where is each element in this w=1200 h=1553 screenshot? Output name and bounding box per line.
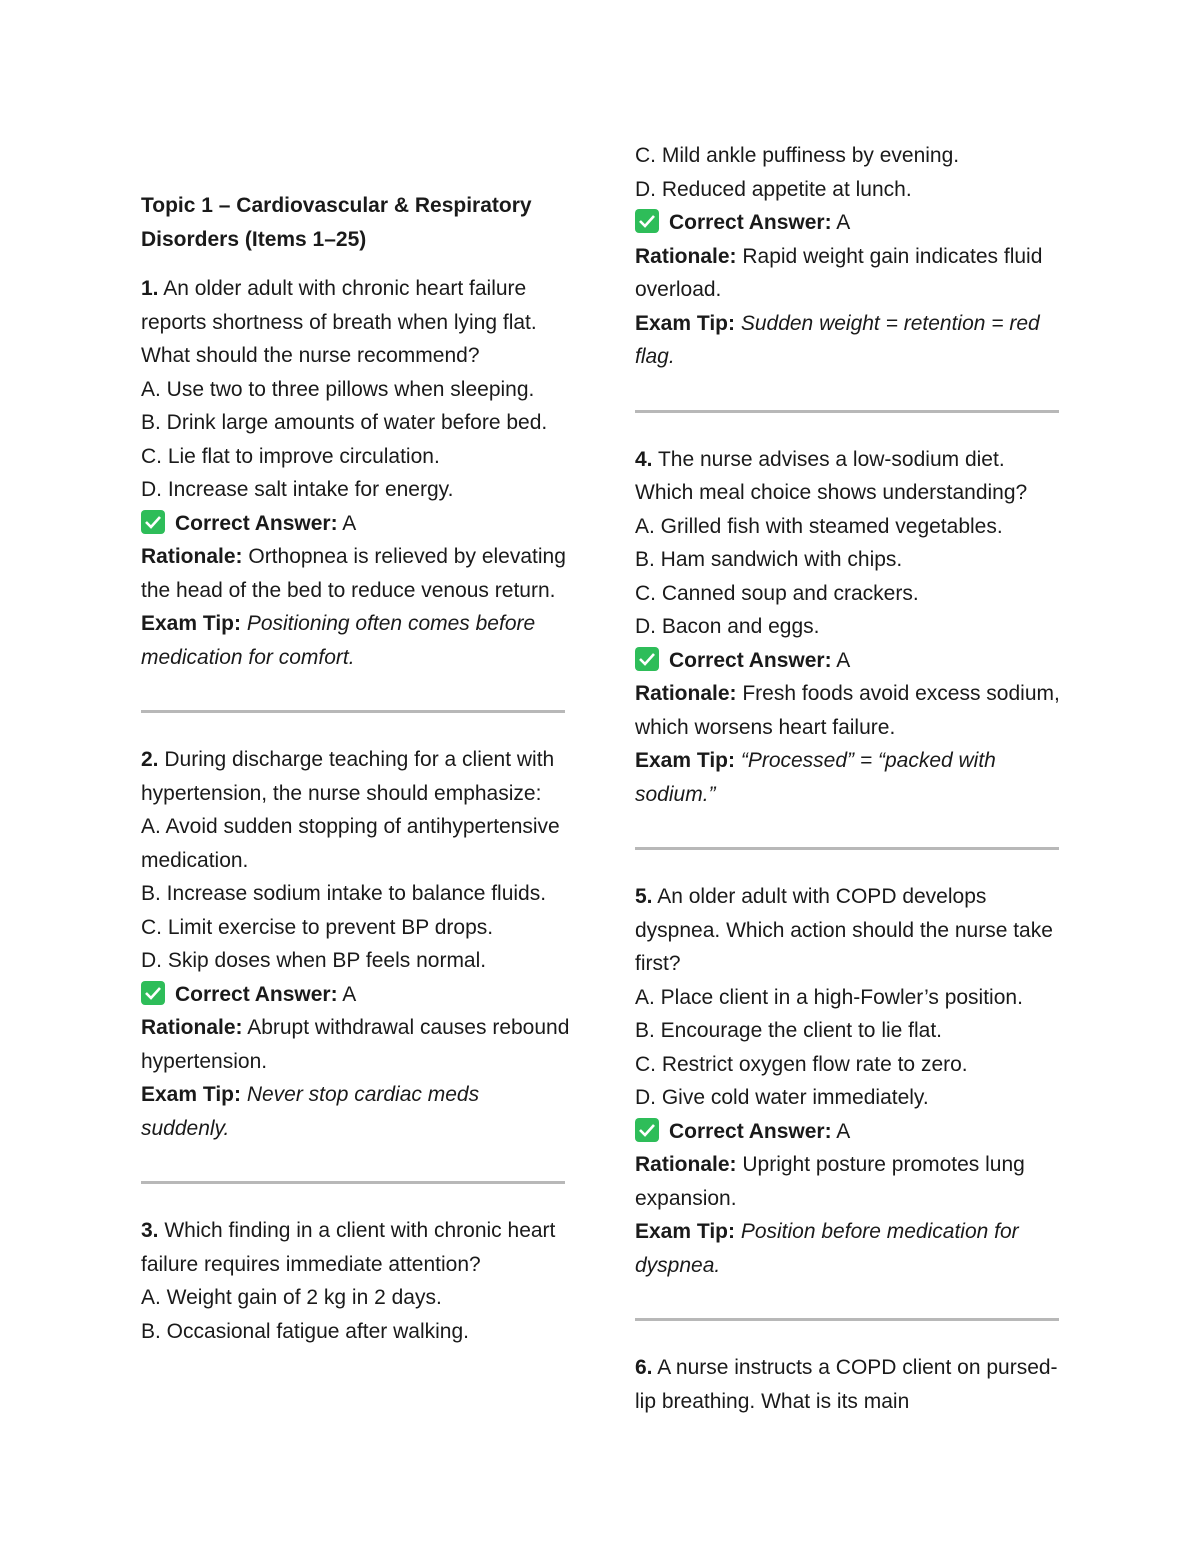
rationale-label: Rationale: (635, 1153, 737, 1176)
correct-answer (141, 507, 571, 541)
question-stem: The nurse advises a low-sodium diet. Which meal choice shows understanding? (635, 447, 1028, 504)
divider (141, 710, 565, 713)
divider (635, 1318, 1059, 1321)
question-number: 2. (141, 748, 159, 771)
exam-tip-text: Never stop cardiac meds suddenly. (141, 1083, 480, 1140)
correct-answer-value: A (836, 648, 851, 672)
rationale-text: Rapid weight gain indicates fluid overload. (635, 244, 1043, 301)
correct-answer-label: Correct Answer: (175, 511, 338, 535)
rationale-text: Orthopnea is relieved by elevating the head of the bed to reduce venous return. (141, 545, 566, 602)
check-icon (635, 647, 659, 671)
option-d: D. Increase salt intake for energy. (141, 478, 454, 501)
option-d: D. Skip doses when BP feels normal. (141, 949, 487, 972)
divider (635, 410, 1059, 413)
exam-tip (141, 1078, 571, 1145)
exam-tip-text: Positioning often comes before medication for comfort. (141, 612, 536, 669)
check-icon (635, 209, 659, 233)
rationale-label: Rationale: (635, 682, 737, 705)
option-a: A. Use two to three pillows when sleeping. (141, 377, 535, 401)
exam-tip-text: “Processed” = “packed with sodium.” (635, 749, 996, 806)
option-b: B. Increase sodium intake to balance fluids. (141, 882, 547, 905)
option-c: C. Restrict oxygen flow rate to zero. (635, 1052, 968, 1076)
exam-tip-label: Exam Tip: (141, 612, 241, 635)
correct-answer (635, 644, 1065, 678)
option-c: C. Limit exercise to prevent BP drops. (141, 915, 494, 939)
question-stem: Which finding in a client with chronic heart failure requires immediate attention? (141, 1219, 556, 1276)
correct-answer-value: A (342, 982, 357, 1006)
correct-answer-label: Correct Answer: (669, 211, 832, 234)
option-a: A. Place client in a high-Fowler’s position. (635, 985, 1023, 1009)
exam-tip-label: Exam Tip: (635, 749, 735, 772)
option-d: D. Reduced appetite at lunch. (635, 177, 912, 201)
question-stem: During discharge teaching for a client with hypertension, the nurse should emphasize: (141, 748, 555, 805)
exam-tip (141, 607, 571, 674)
rationale (635, 677, 1065, 744)
option-b: B. Occasional fatigue after walking. (141, 1319, 470, 1343)
exam-tip (635, 1215, 1065, 1282)
rationale (635, 1148, 1065, 1215)
rationale-label: Rationale: (635, 244, 737, 268)
question-3 (141, 1214, 571, 1348)
correct-answer (635, 1115, 1065, 1149)
correct-answer-value: A (836, 1119, 851, 1143)
exam-tip (635, 307, 1065, 374)
question-stem: An older adult with chronic heart failure reports shortness of breath when lying flat. What should the nurse recommend? (141, 277, 537, 367)
exam-tip (635, 744, 1065, 811)
option-c: C. Canned soup and crackers. (635, 581, 919, 605)
question-number: 4. (635, 447, 653, 471)
correct-answer-label: Correct Answer: (175, 982, 338, 1006)
rationale-text: Abrupt withdrawal causes rebound hypertension. (141, 1016, 570, 1073)
left-column (141, 189, 571, 1348)
question-number: 3. (141, 1219, 159, 1242)
question-5 (635, 880, 1065, 1282)
correct-answer-value: A (836, 211, 851, 234)
exam-tip-text: Sudden weight = retention = red flag. (635, 311, 1040, 368)
exam-tip-label: Exam Tip: (141, 1083, 241, 1106)
correct-answer (141, 978, 571, 1012)
option-c: C. Mild ankle puffiness by evening. (635, 144, 960, 167)
rationale-label: Rationale: (141, 545, 243, 568)
question-3-continued (635, 139, 1065, 374)
rationale (635, 240, 1065, 307)
question-number: 6. (635, 1356, 653, 1379)
option-a: A. Avoid sudden stopping of antihypertensive medication. (141, 815, 560, 872)
question-stem: An older adult with COPD develops dyspnea. Which action should the nurse take first? (635, 885, 1053, 975)
check-icon (635, 1118, 659, 1142)
rationale-label: Rationale: (141, 1016, 243, 1039)
rationale (141, 1011, 571, 1078)
option-b: B. Drink large amounts of water before bed. (141, 411, 548, 434)
right-column (635, 139, 1065, 1418)
question-number: 1. (141, 277, 159, 300)
option-a: A. Grilled fish with steamed vegetables. (635, 514, 1003, 538)
option-d: D. Give cold water immediately. (635, 1086, 929, 1109)
question-number: 5. (635, 885, 653, 908)
check-icon (141, 510, 165, 534)
rationale (141, 540, 571, 607)
question-4 (635, 443, 1065, 812)
correct-answer-label: Correct Answer: (669, 1119, 832, 1143)
question-6 (635, 1351, 1065, 1418)
option-b: B. Ham sandwich with chips. (635, 548, 903, 571)
correct-answer-value: A (342, 511, 357, 535)
option-c: C. Lie flat to improve circulation. (141, 444, 440, 468)
exam-tip-label: Exam Tip: (635, 311, 735, 335)
rationale-text: Upright posture promotes lung expansion. (635, 1153, 1025, 1210)
check-icon (141, 981, 165, 1005)
option-b: B. Encourage the client to lie flat. (635, 1019, 943, 1042)
rationale-text: Fresh foods avoid excess sodium, which worsens heart failure. (635, 682, 1060, 739)
question-2 (141, 743, 571, 1145)
correct-answer (635, 206, 1065, 240)
exam-tip-label: Exam Tip: (635, 1220, 735, 1243)
option-a: A. Weight gain of 2 kg in 2 days. (141, 1286, 442, 1309)
exam-tip-text: Position before medication for dyspnea. (635, 1220, 1019, 1277)
divider (635, 847, 1059, 850)
divider (141, 1181, 565, 1184)
question-1 (141, 272, 571, 674)
page-title: Topic 1 – Cardiovascular & Respiratory Disorders (Items 1–25) (141, 194, 532, 251)
question-stem: A nurse instructs a COPD client on pursed-lip breathing. What is its main (635, 1356, 1058, 1413)
correct-answer-label: Correct Answer: (669, 648, 832, 672)
option-d: D. Bacon and eggs. (635, 615, 820, 638)
